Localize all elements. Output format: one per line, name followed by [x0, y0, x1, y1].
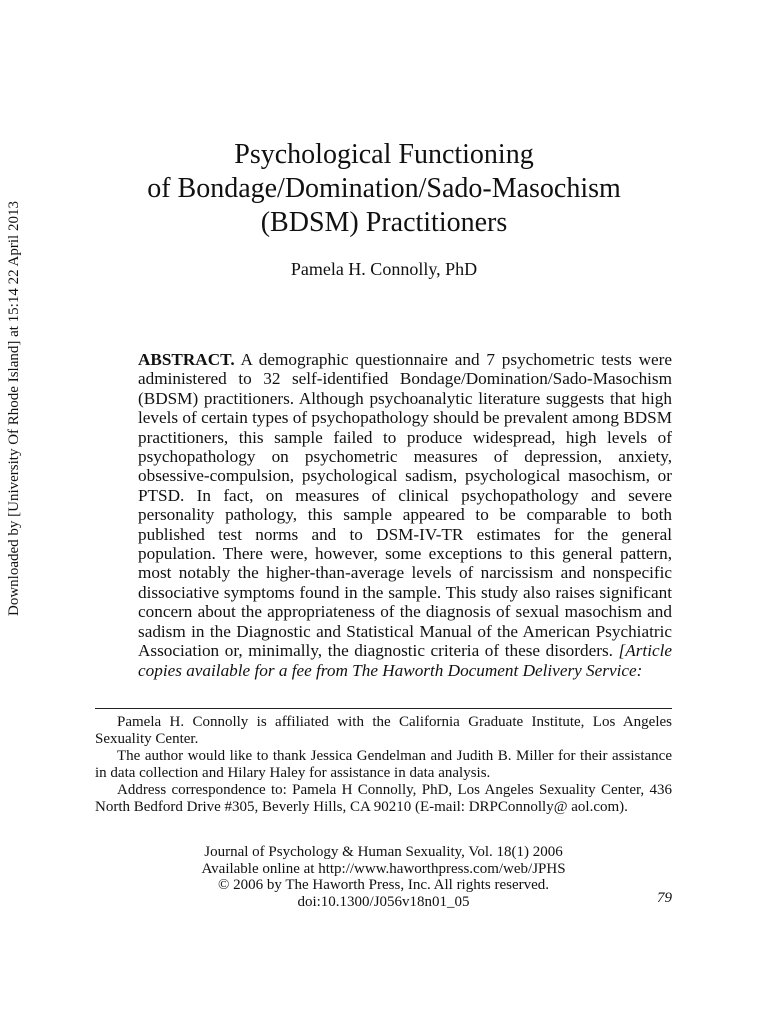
footnote-affiliation: Pamela H. Connolly is affiliated with the California Graduate Institute, Los Angeles Sexuality Center. [95, 714, 672, 747]
journal-citation: Journal of Psychology & Human Sexuality, Vol. 18(1) 2006 [204, 844, 563, 860]
journal-online-link: Available online at http://www.haworthpress.com/web/JPHS [201, 860, 566, 877]
journal-info [95, 844, 672, 910]
abstract-label: ABSTRACT. [138, 350, 235, 369]
abstract [138, 350, 672, 680]
footnote-divider [95, 708, 672, 709]
page-number: 79 [657, 890, 672, 906]
abstract-body: A demographic questionnaire and 7 psychometric tests were administered to 32 self-identified Bondage/Domination/Sado-Masochism (BDSM) practitioners. Although psychoanalytic literature suggests that high levels of certain types of psychopathology should be prevalent among BDSM practitioners, this sample failed to produce widespread, high levels of psychopathology on psychometric measures of depression, anxiety, obsessive-compulsion, psychological sadism, psychological masochism, or PTSD. In fact, on measures of clinical psychopathology and severe personality pathology, this sample appeared to be comparable to both published test norms and to DSM-IV-TR estimates for the general population. There were, however, some exceptions to this general pattern, most notably the higher-than-average levels of narcissism and nonspecific dissociative symptoms found in the sample. This study also raises significant concern about the appropriateness of the diagnosis of sexual masochism and sadism in the Diagnostic and Statistical Manual of the American Psychiatric Association or, minimally, the diagnostic criteria of these disorders. [138, 350, 672, 661]
author-name: Pamela H. Connolly, PhD [290, 259, 478, 279]
journal-copyright: © 2006 by The Haworth Press, Inc. All rights reserved. [217, 877, 550, 893]
title-line-2: of Bondage/Domination/Sado-Masochism [147, 173, 621, 204]
footnotes [95, 714, 672, 816]
journal-doi: doi:10.1300/J056v18n01_05 [297, 893, 470, 910]
title-line-3: (BDSM) Practitioners [260, 207, 508, 238]
abstract-article-note: [Article copies available for a fee from The Haworth Document Delivery Service: [138, 641, 673, 680]
article-title [60, 138, 708, 240]
footnote-correspondence: Address correspondence to: Pamela H Connolly, PhD, Los Angeles Sexuality Center, 436 North Bedford Drive #305, Beverly Hills, CA 90210 (E-mail: DRPConnolly@ aol.com). [95, 782, 672, 815]
title-line-1: Psychological Functioning [234, 139, 534, 170]
download-watermark: Downloaded by [University Of Rhode Island] at 15:14 22 April 2013 [6, 201, 22, 616]
footnote-thanks: The author would like to thank Jessica Gendelman and Judith B. Miller for their assistance in data collection and Hilary Haley for assistance in data analysis. [95, 748, 672, 781]
